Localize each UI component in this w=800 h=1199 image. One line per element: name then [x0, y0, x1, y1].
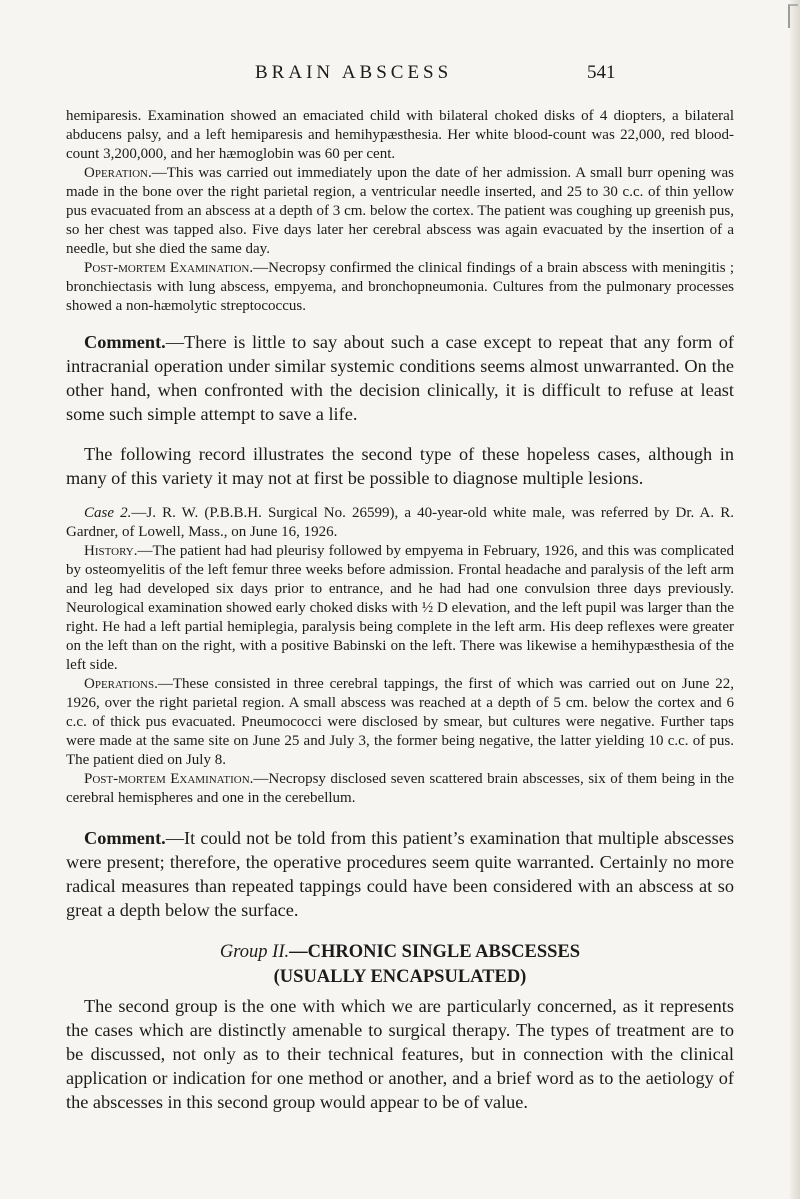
operations-text: —These consisted in three cerebral tappings, the first of which was carried out on June 22, 1926, over the right parietal region. A small abscess was reached at a depth of 5 cm. below the cortex and 6 c.c. of thick pus evacuated. Pneumococci were disclosed by smear, but cultures were negative. Further taps were made at the same site on June 25 and July 3, the former being negative, the latter yielding 10 c.c. of pus. The patient died on July 8.	[66, 676, 734, 768]
case1-continuation: hemiparesis. Examination showed an emaciated child with bilateral choked disks of 4 diopters, a bilateral abducens palsy, and a left hemiparesis and hemihypæsthesia. Her white blood-count was 22,000, red blood-count 3,200,000, and her hæmoglobin was 60 per cent.	[66, 108, 734, 162]
group-title-line1: —CHRONIC SINGLE ABSCESSES	[289, 942, 581, 962]
intro2-paragraph: The following record illustrates the second type of these hopeless cases, although in many of this variety it may not at first be possible to diagnose multiple lesions.	[66, 444, 734, 488]
case2-postmortem-paragraph	[66, 770, 734, 808]
operation-text: —This was carried out immediately upon the date of her admission. A small burr opening was made in the bone over the right parietal region, a ventricular needle inserted, and 25 to 30 c.c. of thin yellow pus evacuated from an abscess at a depth of 3 cm. below the cortex. The patient was coughing up greenish pus, so her chest was tapped also. Five days later her cerebral abscess was again evacuated by the insertion of a needle, but she died the same day.	[66, 165, 734, 257]
comment2-text: —It could not be told from this patient’s examination that multiple abscesses were present; therefore, the operative procedures seem quite warranted. Certainly no more radical measures than repeated tappings could have been considered with an abscess at so great a depth below the surface.	[66, 828, 734, 920]
group-title-line2: (USUALLY ENCAPSULATED)	[273, 967, 527, 987]
case2-operations-paragraph	[66, 675, 734, 770]
corner-mark	[788, 4, 798, 28]
page-body	[66, 107, 734, 1114]
comment2-paragraph	[66, 826, 734, 922]
case2-history-paragraph	[66, 542, 734, 675]
page-number: 541	[587, 62, 616, 83]
group-label: Group II.	[219, 942, 290, 962]
case2-intro-paragraph	[66, 504, 734, 542]
case1-operation-paragraph	[66, 164, 734, 259]
case2-label: Case 2.	[84, 505, 132, 521]
history-text: —The patient had had pleurisy followed by empyema in February, 1926, and this was complicated by osteomyelitis of the left femur three weeks before admission. Frontal headache and paralysis of the left arm and leg had developed six days prior to entrance, and he had had one convulsion three days previously. Neurological examination showed early choked disks with ½ D elevation, and the left pupil was larger than the right. He had a left partial hemiplegia, paralysis being complete in the left arm. His deep reflexes were greater on the left than on the right, with a positive Babinski on the left. There was likewise a hemihypæsthesia of the left side.	[66, 543, 734, 673]
case2-intro-text: —J. R. W. (P.B.B.H. Surgical No. 26599), a 40-year-old white male, was referred by Dr. A. R. Gardner, of Lowell, Mass., on June 16, 1926.	[66, 505, 734, 540]
postmortem-text: —Necropsy confirmed the clinical findings of a brain abscess with meningitis ; bronchiectasis with lung abscess, empyema, and bronchopneumonia. Cultures from the pulmonary processes showed a non-hæmolytic streptococcus.	[66, 260, 734, 314]
operation-label: Operation.	[84, 165, 152, 181]
page-edge-shadow	[790, 0, 800, 1199]
case2-postmortem-text: —Necropsy disclosed seven scattered brain abscesses, six of them being in the cerebral hemispheres and one in the cerebellum.	[66, 771, 734, 806]
page-header	[0, 60, 800, 90]
running-title: BRAIN ABSCESS	[255, 62, 453, 83]
case2-postmortem-label: Post-mortem Examination.	[84, 771, 254, 787]
history-label: History.	[84, 543, 138, 559]
comment1-paragraph	[66, 330, 734, 426]
group-heading-line1	[66, 940, 734, 965]
comment1-label: Comment.	[84, 332, 166, 352]
operations-label: Operations.	[84, 676, 158, 692]
case1-postmortem-paragraph	[66, 259, 734, 316]
closing-paragraph: The second group is the one with which we are particularly concerned, as it represents the cases which are distinctly amenable to surgical therapy. The types of treatment are to be discussed, not only as to their technical features, but in connection with the clinical application or indication for one method or another, and a brief word as to the aetiology of the abscesses in this second group would appear to be of value.	[66, 996, 734, 1112]
comment2-label: Comment.	[84, 828, 166, 848]
group-heading	[66, 940, 734, 990]
postmortem-label: Post-mortem Examination.	[84, 260, 254, 276]
comment1-text: —There is little to say about such a case except to repeat that any form of intracranial operation under similar systemic conditions seems almost unwarranted. On the other hand, when confronted with the decision clinically, it is difficult to refuse at least some such simple attempt to save a life.	[66, 332, 734, 424]
